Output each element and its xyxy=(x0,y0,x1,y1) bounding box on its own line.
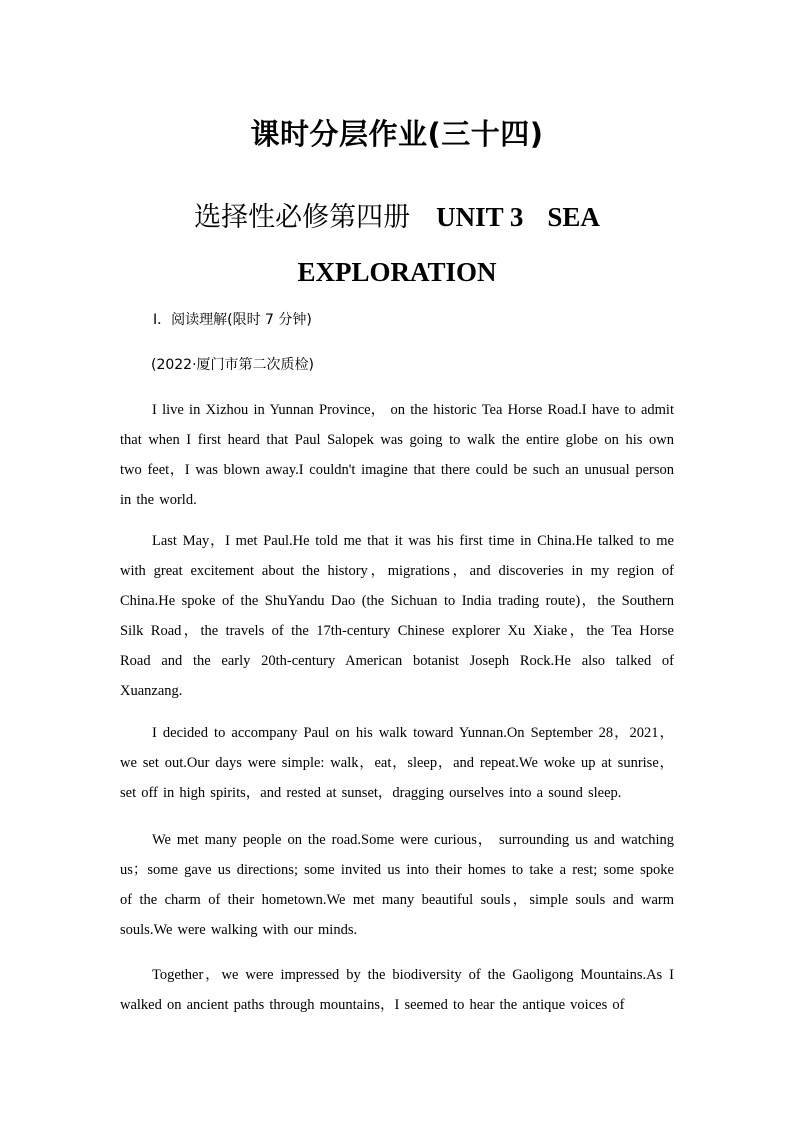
subtitle-unit: UNIT 3 xyxy=(436,202,524,232)
paragraph-4: We met many people on the road.Some were curious， surrounding us and watching us；some gave us directions; some invited us into their homes to take a rest; some spoke of the charm of their hometown.We met many beautiful souls，simple souls and warm souls.We were walking with our minds. xyxy=(120,832,674,938)
subtitle-textbook: 选择性必修第四册 xyxy=(194,202,411,233)
subtitle-topic-sea: SEA xyxy=(547,202,600,232)
section-heading: Ⅰ．阅读理解(限时 7 分钟) xyxy=(153,312,312,328)
page-title: 课时分层作业(三十四) xyxy=(250,117,544,151)
page-subtitle xyxy=(120,190,674,300)
paragraph-1: I live in Xizhou in Yunnan Province， on the historic Tea Horse Road.I have to admit that when I first heard that Paul Salopek was going to walk the entire globe on his own two feet，I was blown away.I couldn't imagine that there could be such an unusual person in the world. xyxy=(120,402,674,508)
paragraph-5: Together，we were impressed by the biodiversity of the Gaoligong Mountains.As I walked on ancient paths through mountains，I seemed to hear the antique voices of xyxy=(120,967,674,1013)
paragraph-2: Last May，I met Paul.He told me that it was his first time in China.He talked to me with great excitement about the history，migrations，and discoveries in my region of China.He spoke of the ShuYandu Dao (the Sichuan to India trading route)，the Southern Silk Road，the travels of the 17th-century Chinese explorer Xu Xiake，the Tea Horse Road and the early 20th-century American botanist Joseph Rock.He also talked of Xuanzang. xyxy=(120,533,674,699)
exam-source: (2022·厦门市第二次质检) xyxy=(151,357,315,373)
paragraph-3: I decided to accompany Paul on his walk toward Yunnan.On September 28，2021，we set out.Our days were simple: walk，eat，sleep，and repeat.We woke up at sunrise，set off in high spirits，and rested at sunset，dragging ourselves into a sound sleep. xyxy=(120,725,674,801)
subtitle-topic-exploration: EXPLORATION xyxy=(297,257,497,287)
